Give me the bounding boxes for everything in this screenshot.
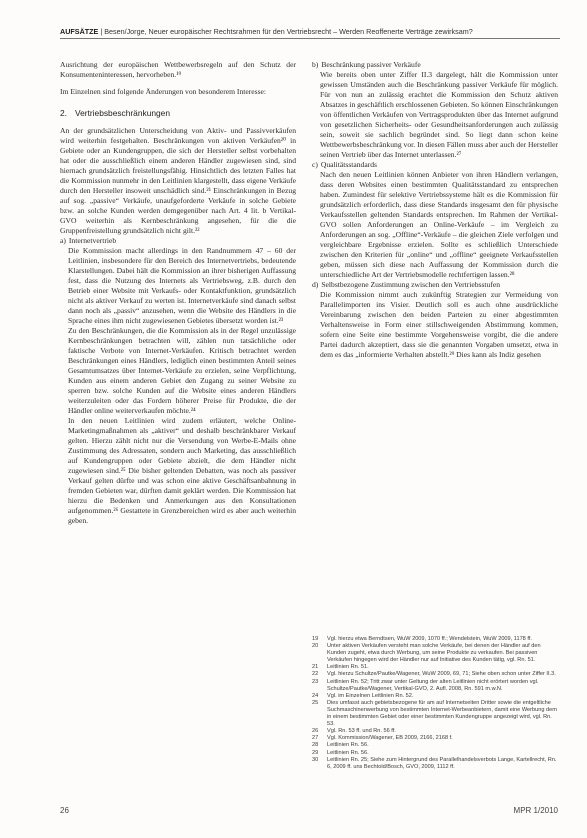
- right-column: [312, 60, 558, 360]
- header-title: | Besen/Jorge, Neuer europäischer Rechtsrahmen für den Vertriebsrecht – Werden Reoffenerte Verträge zewirksam?: [98, 27, 473, 36]
- footnote-number: 29: [312, 749, 319, 756]
- subsection-b-paragraph: Wie bereits oben unter Ziffer II.3 dargelegt, hält die Kommission unter gewissen Umständen auch die Beschränkung passiver Verkäufe für möglich. Für von nun an zulässig erachtet die Kommission den Schutz aktiven Absatzes in geschäftlich erschlossenen Gebieten. So können Einschränkungen von öffentlichen Verkäufen von Vertragsprodukten über das Internet aufgrund von gesetzlichen Sicherheits- oder Gesundheitsanforderungen auch zulässig sein, soweit sie sachlich begründet sind. So liegt dann schon keine Wettbewerbsbeschränkung vor. In diesen Fällen muss aber auch der Hersteller seinen Vertrieb über das Internet unterlassen.²⁷: [320, 70, 558, 159]
- footnote-text: Unter aktiven Verkäufen versteht man solche Verkäufe, bei denen der Händler auf den Kunden zugeht, etwa durch Werbung, um seine Produkte zu verkaufen. Bei passiven Verkäufen hingegen wird der Händler nur auf Initiative des Kunden tätig, vgl. Rn. 51.: [327, 643, 541, 664]
- subsection-b-label: b): [312, 60, 319, 69]
- subsection-d-label: d): [312, 280, 319, 289]
- subsection-b: [312, 60, 558, 160]
- footnote-text: Dies umfasst auch gebietsbezogene für am auf Internetseiten Dritter sowie die entgeltliche Suchmaschinenwerbung von bestimmten Internet-Werbeanbietern, damit eine Werbung dem in einem bestimmten Gebiet oder einer bestimmten Kundengruppe angezeigt wird, vgl. Rn. 53.: [327, 699, 557, 728]
- footnote-number: 20: [312, 643, 319, 650]
- subsection-a: [60, 236, 296, 526]
- footnote-number: 30: [312, 756, 319, 763]
- footnote-text: Leitlinien Rn. 56.: [327, 742, 369, 749]
- footnote: [312, 750, 558, 757]
- subsection-c-label: c): [312, 160, 318, 169]
- intro-paragraph-1: Ausrichtung der europäischen Wettbewerbsregeln auf den Schutz der Konsumenteninteressen, hervorheben.¹⁹: [60, 60, 296, 79]
- body-paragraph-4: In den neuen Leitlinien wird zudem erläutert, welche Online-Marketingmaßnahmen als „aktiver“ und deshalb beschränkbarer Verkauf gelten. Hierzu zählt nicht nur die Versendung von Werbe-E-Mails ohne Zustimmung des Adressaten, sondern auch Marketing, das ausschließlich auf Kundengruppen oder Gebiete abzielt, die dem Händler nicht zugewiesen sind.²⁵ Die bisher geltenden Debatten, was noch als passiver Verkauf gelten dürfte und was schon eine aktive Geschäftsanbahnung in fremden Gebieten war, dürften damit geklärt werden. Die Kommission hat hierzu die Bedenken und Anmerkungen aus den Konsultationen aufgenommen.²⁶ Gestattete in Grenzbereichen wird es aber auch weiterhin geben.: [68, 416, 296, 525]
- footnote: [312, 664, 558, 671]
- footnote: [312, 757, 558, 771]
- footnote-number: 23: [312, 678, 319, 685]
- footnote: [312, 700, 558, 728]
- subsection-c-paragraph: Nach den neuen Leitlinien können Anbieter von ihren Händlern verlangen, dass deren Websites einen bestimmten Qualitätsstandard zu entsprechen haben. Zumindest für selektive Vertriebssysteme hält es die Kommission für grundsätzlich erforderlich, dass diese Standards insgesamt den für physische Verkaufsstellen geltenden Standards entsprechen. Im Rahmen der Vertikal-GVO sollen Anforderungen an Online-Verkäufe – im Vergleich zu Anforderungen an sog. „Offline“-Verkäufe – die gleichen Ziele verfolgen und vergleichbare Ergebnisse erzielen. Sollte es schließlich Unterschiede zwischen den Kriterien für „online“ und „offline“ geeignete Verkaufsstellen geben, müssen sich diese nach Auffassung der Kommission durch die unterschiedliche Art der Vertriebsmodelle rechtfertigen lassen.²⁸: [320, 170, 558, 279]
- subsection-d-title: Selbstbezogene Zustimmung zwischen den Vertriebsstufen: [321, 280, 501, 289]
- subsection-b-title: Beschränkung passiver Verkäufe: [321, 60, 421, 69]
- subsection-c: [312, 160, 558, 280]
- footnote: [312, 679, 558, 693]
- journal-reference: MPR 1/2010: [513, 806, 558, 815]
- footnote-number: 24: [312, 692, 319, 699]
- footnote-text: Leitlinien Rn. 56.: [327, 749, 369, 756]
- footnote-text: Vgl. Kommission/Wagener, EB 2009, 2166, 2168 f.: [327, 735, 453, 742]
- subsection-d-paragraph: Die Kommission nimmt auch zukünftig Strategien zur Vermeidung von Parallelimporten ins Visier. Deutlich soll es auch ohne ausdrückliche Vereinbarung zwischen den beiden Parteien zu einer abgestimmten Verhaltensweise in Form einer stillschweigenden Abstimmung kommen, sofern eine Seite eine bestimmte Vorgehensweise vorgibt, die die andere Partei dadurch akzeptiert, dass sie die genannten Vorgaben umsetzt, etwa in dem es das „informierte Verhalten abstellt.²⁹ Dies kann als Indiz gesehen: [320, 290, 558, 359]
- footnote-text: Vgl. hierzu Schultze/Pautke/Wagener, WuW 2009, 69, 71; Siehe oben schon unter Ziffer II.3.: [327, 671, 556, 678]
- footnote-text: Vgl. hierzu etwa Berndtsen, WuW 2009, 1070 ff.; Wendelstein, WuW 2009, 1178 ff.: [327, 636, 532, 642]
- section-title: Vertriebsbeschränkungen: [75, 108, 170, 118]
- section-heading: [60, 107, 296, 119]
- body-paragraph-2: Die Kommission macht allerdings in den Randnummern 47 – 60 der Leitlinien, insbesondere für den Bereich des Internetvertriebs, bedeutende Klarstellungen. Dabei hält die Kommission an ihrer bisherigen Auffassung fest, dass die Nutzung des Internets als Vertriebsweg, z.B. durch den Betrieb einer Website mit Verkaufs- oder Kontaktfunktion, grundsätzlich nicht als aktiver Verkauf zu werten ist. Internetverkäufe sind danach selbst dann noch als „passiv“ anzusehen, wenn die Website des Händlers in die Sprache eines ihm nicht zugewiesenen Gebietes übersetzt worden ist.²³: [68, 246, 296, 325]
- footnotes: [312, 636, 558, 771]
- subsection-d: [312, 280, 558, 360]
- subsection-d-heading: [312, 280, 558, 290]
- footnote-text: Vgl. Rn. 53 ff. und Rn. 56 ff.: [327, 728, 396, 735]
- footnote: [312, 671, 558, 678]
- footnote: [312, 643, 558, 664]
- subsection-b-heading: [312, 60, 558, 70]
- page-number: 26: [60, 806, 69, 815]
- running-header: [60, 27, 560, 36]
- footnote: [312, 636, 558, 643]
- subsection-a-label: a): [60, 236, 66, 245]
- footnote-number: 26: [312, 728, 319, 735]
- header-rubric: AUFSÄTZE: [60, 27, 99, 36]
- footnote-number: 25: [312, 699, 319, 706]
- subsection-c-title: Qualitätsstandards: [320, 160, 378, 169]
- footnote-text: Vgl. im Einzelnen Leitlinien Rn. 52.: [327, 692, 414, 699]
- footnote-text: Leitlinien Rn. 51.: [327, 664, 369, 671]
- footnote: [312, 742, 558, 749]
- footnote: [312, 728, 558, 735]
- subsection-c-heading: [312, 160, 558, 170]
- body-paragraph-3: Zu den Beschränkungen, die die Kommission als in der Regel unzulässige Kernbeschränkungen betrachten will, zählen nun tatsächliche oder faktische Verbote von Internet-Verkäufen. Kritisch betrachtet werden Beschränkungen eines Händlers, lediglich einen bestimmten Anteil seines Gesamtumsatzes über Internet-Verkäufe zu erzielen, seine Verpflichtung, Kunden aus einem anderen Gebiet den Zugang zu seiner Website zu sperren bzw. solche Kunden auf die Website eines anderen Händlers weiterzuleiten oder das Fordern höherer Preise für Produkte, die der Händler online weiterverkaufen möchte.²⁴: [68, 326, 296, 415]
- footnote: [312, 693, 558, 700]
- footnote-number: 28: [312, 742, 319, 749]
- footnote-number: 22: [312, 671, 319, 678]
- header-rule: [60, 38, 560, 39]
- left-column: [60, 60, 296, 526]
- section-number: 2.: [60, 108, 67, 118]
- footnote-text: Leitlinien Rn. 25; Siehe zum Hintergrund des Parallelhandelsverbots Lange, Kartellrecht, Rn. 6, 2009 ff. uns Bechtold/Bosch, GVO, 2009, 1112 ff.: [327, 756, 557, 770]
- footnote-text: Leitlinien Rn. 52; Tritt zwar unter Geltung der alten Leitlinien nicht erörtert worden vgl. Schultze/Pautke/Wagener, Vertikal-GVO, 2. Aufl. 2008, Rn. 591 m.w.N.: [327, 678, 539, 692]
- footnote-number: 21: [312, 664, 319, 671]
- subsection-a-title: Internetvertrieb: [68, 236, 117, 245]
- footnote: [312, 735, 558, 742]
- intro-paragraph-2: Im Einzelnen sind folgende Änderungen von besonderem Interesse:: [60, 87, 267, 96]
- body-paragraph-1: An der grundsätzlichen Unterscheidung von Aktiv- und Passivverkäufen wird weiterhin festgehalten. Beschränkungen von aktiven Verkäufen²⁰ in Gebiete oder an Kundengruppen, die sich der Hersteller selbst vorbehalten hat oder die ausschließlich einem anderen Händler zugewiesen sind, sind hiernach grundsätzlich freistellungsfähig. Hinsichtlich des letzten Falles hat die Kommission nunmehr in den Leitlinien klargestellt, dass eigene Verkäufe durch den Hersteller insoweit unschädlich sind.²¹ Einschränkungen in Bezug auf sog. „passive“ Verkäufe, unaufgeforderte Verkäufe in solche Gebiete bzw. an solche Kunden werden demgegenüber nach Art. 4 lit. b Vertikal-GVO weiterhin als Kernbeschränkung angesehen, für die die Gruppenfreistellung grundsätzlich nicht gilt.²²: [60, 126, 296, 235]
- footnote-number: 27: [312, 735, 319, 742]
- footnote-number: 19: [312, 636, 319, 642]
- subsection-a-heading: [60, 236, 296, 246]
